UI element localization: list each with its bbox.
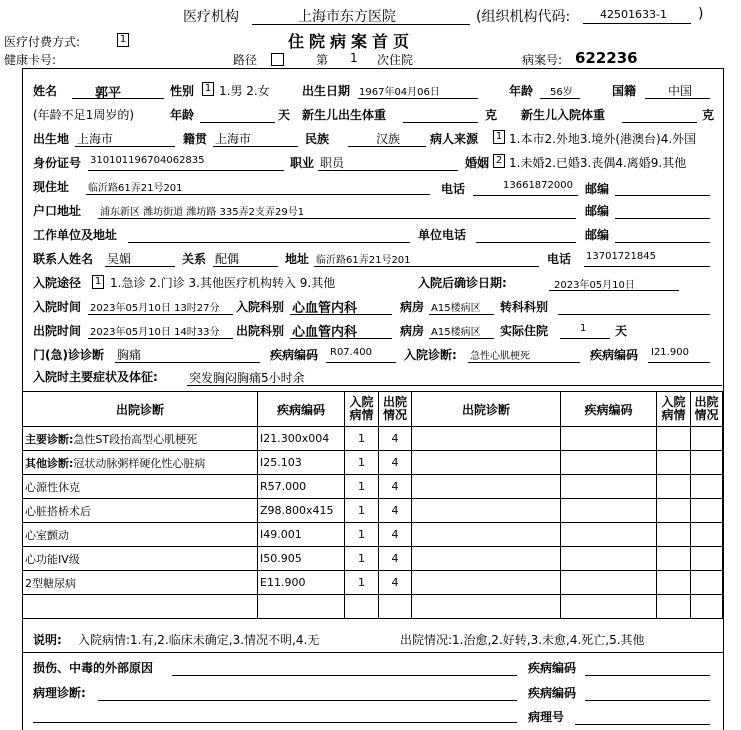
header-dx-right: 出院诊断 bbox=[412, 392, 561, 427]
clinic-dx: 胸痛 bbox=[117, 348, 142, 362]
path-label: 病理诊断: bbox=[33, 686, 86, 700]
header-code-right: 疾病编码 bbox=[561, 392, 657, 427]
table-header-row bbox=[23, 392, 723, 427]
dx-cell: 心源性休克 bbox=[23, 475, 258, 499]
visit-no: 1 bbox=[350, 51, 358, 65]
relation: 配偶 bbox=[215, 252, 240, 266]
confirm-label: 入院后确诊日期: bbox=[418, 276, 507, 290]
address-label: 现住址 bbox=[33, 180, 70, 194]
pathway-checkbox bbox=[271, 53, 284, 66]
route-options: 1.急诊 2.门诊 3.其他医疗机构转入 9.其他 bbox=[110, 276, 336, 290]
confirm-date: 2023年05月10日 bbox=[554, 280, 635, 291]
frame-right bbox=[723, 68, 724, 730]
admit-condition-cell: 1 bbox=[345, 499, 379, 523]
table-row-empty bbox=[23, 595, 723, 619]
header-outcome-right: 出院 情况 bbox=[691, 392, 723, 427]
discharge-time-label: 出院时间 bbox=[33, 324, 82, 338]
job-label: 职业 bbox=[290, 156, 315, 170]
ethnicity: 汉族 bbox=[376, 132, 401, 146]
hukou-label: 户口地址 bbox=[33, 204, 82, 218]
health-card-label: 健康卡号: bbox=[4, 53, 57, 67]
org-code-underline bbox=[583, 23, 691, 24]
outcome-cell: 4 bbox=[379, 571, 412, 595]
payment-label: 医疗付费方式: bbox=[4, 35, 81, 49]
dx-cell: 心脏搭桥术后 bbox=[23, 499, 258, 523]
admit-dx-label: 入院诊断: bbox=[404, 348, 457, 362]
code-cell: I21.300x004 bbox=[258, 427, 345, 451]
sex-box: 1 bbox=[202, 82, 214, 96]
table-row bbox=[23, 571, 723, 595]
org-name-underline bbox=[252, 24, 470, 25]
nationality-label: 国籍 bbox=[612, 84, 637, 98]
org-code-close: ) bbox=[698, 6, 704, 22]
job: 职员 bbox=[320, 156, 345, 170]
postcode-label-3: 邮编 bbox=[585, 228, 610, 242]
native-label: 籍贯 bbox=[183, 132, 208, 146]
stay-days: 1 bbox=[580, 323, 587, 334]
infant-note: (年龄不足1周岁的) bbox=[33, 108, 134, 122]
ward-2: A15楼病区 bbox=[431, 327, 481, 338]
newborn-birth-weight-label: 新生儿出生体重 bbox=[302, 108, 387, 122]
ward-label-1: 病房 bbox=[400, 300, 425, 314]
footer-divider bbox=[22, 652, 723, 653]
header-outcome-left: 出院 情况 bbox=[379, 392, 412, 427]
code-cell: Z98.800x415 bbox=[258, 499, 345, 523]
dx-cell: 其他诊断:冠状动脉粥样硬化性心脏病 bbox=[23, 451, 258, 475]
visit-prefix: 第 bbox=[316, 53, 329, 67]
injury-code-label: 疾病编码 bbox=[528, 661, 577, 675]
name-label: 姓名 bbox=[33, 84, 58, 98]
org-code-label: (组织机构代码: bbox=[476, 9, 571, 25]
stay-label: 实际住院 bbox=[500, 324, 549, 338]
newborn-admit-weight-label: 新生儿入院体重 bbox=[521, 108, 606, 122]
gram-unit-1: 克 bbox=[485, 108, 498, 122]
birthplace: 上海市 bbox=[77, 132, 114, 146]
phone-label: 电话 bbox=[441, 182, 466, 196]
admit-condition-cell: 1 bbox=[345, 475, 379, 499]
marriage-options: 1.未婚2.已婚3.丧偶4.离婚9.其他 bbox=[509, 156, 687, 170]
contact-label: 联系人姓名 bbox=[33, 252, 94, 266]
sex-options: 1.男 2.女 bbox=[219, 84, 270, 98]
header-code-left: 疾病编码 bbox=[258, 392, 345, 427]
sex-label: 性别 bbox=[170, 84, 195, 98]
code-cell: I49.001 bbox=[258, 523, 345, 547]
admit-code: I21.900 bbox=[651, 347, 689, 358]
code-cell: E11.900 bbox=[258, 571, 345, 595]
nationality: 中国 bbox=[668, 84, 693, 98]
org-code: 42501633-1 bbox=[600, 8, 667, 21]
pathway-label: 路径 bbox=[233, 53, 258, 67]
outcome-cell: 4 bbox=[379, 547, 412, 571]
source-options: 1.本市2.外地3.境外(港澳台)4.外国 bbox=[509, 132, 697, 146]
contact: 吴媚 bbox=[107, 252, 132, 266]
admit-time: 2023年05月10日 13时27分 bbox=[90, 303, 220, 314]
outcome-cell: 4 bbox=[379, 499, 412, 523]
gram-unit-2: 克 bbox=[702, 108, 715, 122]
clinic-code: R07.400 bbox=[330, 347, 372, 358]
transfer-label: 转科科别 bbox=[500, 300, 549, 314]
header-admit-condition-right: 入院 病情 bbox=[657, 392, 691, 427]
phone: 13661872000 bbox=[503, 180, 573, 191]
dob: 1967年04月06日 bbox=[359, 87, 440, 98]
clinic-code-label: 疾病编码 bbox=[270, 348, 319, 362]
frame-top bbox=[22, 68, 723, 69]
table-row bbox=[23, 475, 723, 499]
admit-condition-cell: 1 bbox=[345, 451, 379, 475]
clinic-dx-label: 门(急)诊诊断 bbox=[33, 348, 104, 362]
age: 56岁 bbox=[550, 87, 573, 98]
discharge-diagnosis-table bbox=[22, 391, 723, 619]
record-no: 622236 bbox=[575, 49, 638, 67]
outcome-cell: 4 bbox=[379, 523, 412, 547]
admit-condition-cell: 1 bbox=[345, 571, 379, 595]
patient-name: 郭平 bbox=[95, 86, 122, 101]
outcome-cell: 4 bbox=[379, 451, 412, 475]
ethnicity-label: 民族 bbox=[305, 132, 330, 146]
path-no-label: 病理号 bbox=[528, 710, 565, 724]
marriage-box: 2 bbox=[493, 154, 505, 168]
admit-dept-label: 入院科别 bbox=[236, 300, 285, 314]
admit-time-label: 入院时间 bbox=[33, 300, 82, 314]
admit-condition-cell: 1 bbox=[345, 523, 379, 547]
age-label: 年龄 bbox=[509, 84, 534, 98]
admit-condition-cell: 1 bbox=[345, 547, 379, 571]
postcode-label-1: 邮编 bbox=[585, 182, 610, 196]
note-label: 说明: bbox=[33, 633, 62, 647]
dx-cell: 主要诊断:急性ST段抬高型心肌梗死 bbox=[23, 427, 258, 451]
discharge-dept-label: 出院科别 bbox=[236, 324, 285, 338]
note-out: 出院情况:1.治愈,2.好转,3.未愈,4.死亡,5.其他 bbox=[400, 633, 645, 647]
postcode-label-2: 邮编 bbox=[585, 204, 610, 218]
relation-label: 关系 bbox=[182, 252, 207, 266]
id-no: 310101196704062835 bbox=[90, 155, 205, 166]
table-row bbox=[23, 523, 723, 547]
ward-label-2: 病房 bbox=[400, 324, 425, 338]
dob-label: 出生日期 bbox=[302, 84, 351, 98]
outcome-cell: 4 bbox=[379, 475, 412, 499]
dx-cell: 2型糖尿病 bbox=[23, 571, 258, 595]
marriage-label: 婚姻 bbox=[465, 156, 490, 170]
outcome-cell: 4 bbox=[379, 427, 412, 451]
contact-addr-label: 地址 bbox=[285, 252, 310, 266]
source-box: 1 bbox=[493, 130, 505, 144]
form-title: 住院病案首页 bbox=[288, 32, 415, 51]
source-label: 病人来源 bbox=[430, 132, 479, 146]
table-row bbox=[23, 547, 723, 571]
admit-code-label: 疾病编码 bbox=[590, 348, 639, 362]
birthplace-label: 出生地 bbox=[33, 132, 70, 146]
header-admit-condition-left: 入院 病情 bbox=[345, 392, 379, 427]
discharge-dept: 心血管内科 bbox=[292, 325, 358, 340]
code-cell: R57.000 bbox=[258, 475, 345, 499]
org-label: 医疗机构 bbox=[183, 9, 239, 25]
route-label: 入院途径 bbox=[33, 276, 82, 290]
note-admit: 入院病情:1.有,2.临床未确定,3.情况不明,4.无 bbox=[78, 633, 320, 647]
table-row bbox=[23, 427, 723, 451]
native: 上海市 bbox=[215, 132, 252, 146]
table-row bbox=[23, 499, 723, 523]
route-box: 1 bbox=[92, 275, 104, 289]
infant-age-label: 年龄 bbox=[170, 108, 195, 122]
day-unit: 天 bbox=[278, 108, 291, 122]
record-no-label: 病案号: bbox=[522, 53, 563, 67]
admit-dept: 心血管内科 bbox=[292, 301, 358, 316]
contact-phone-label: 电话 bbox=[547, 252, 572, 266]
dx-cell: 心功能IV级 bbox=[23, 547, 258, 571]
code-cell: I25.103 bbox=[258, 451, 345, 475]
contact-phone: 13701721845 bbox=[586, 251, 656, 262]
path-code-label: 疾病编码 bbox=[528, 686, 577, 700]
org-name: 上海市东方医院 bbox=[298, 9, 396, 25]
admit-dx: 急性心肌梗死 bbox=[470, 351, 530, 362]
address: 临沂路61弄21号201 bbox=[88, 183, 183, 194]
contact-addr: 临沂路61弄21号201 bbox=[316, 255, 411, 266]
payment-box: 1 bbox=[117, 33, 129, 47]
symptom-label: 入院时主要症状及体征: bbox=[33, 370, 158, 384]
hukou: 浦东新区 潍坊街道 潍坊路 335弄2支弄29号1 bbox=[100, 207, 305, 218]
injury-label: 损伤、中毒的外部原因 bbox=[33, 661, 154, 675]
symptom: 突发胸闷胸痛5小时余 bbox=[189, 371, 305, 385]
visit-suffix: 次住院 bbox=[377, 53, 414, 67]
admit-condition-cell: 1 bbox=[345, 427, 379, 451]
stay-unit: 天 bbox=[615, 324, 628, 338]
work-label: 工作单位及地址 bbox=[33, 228, 118, 242]
table-row bbox=[23, 451, 723, 475]
discharge-time: 2023年05月10日 14时33分 bbox=[90, 327, 220, 338]
id-label: 身份证号 bbox=[33, 156, 82, 170]
dx-cell: 心室颤动 bbox=[23, 523, 258, 547]
header-dx-left: 出院诊断 bbox=[23, 392, 258, 427]
ward-1: A15楼病区 bbox=[431, 303, 481, 314]
work-phone-label: 单位电话 bbox=[418, 228, 467, 242]
code-cell: I50.905 bbox=[258, 547, 345, 571]
